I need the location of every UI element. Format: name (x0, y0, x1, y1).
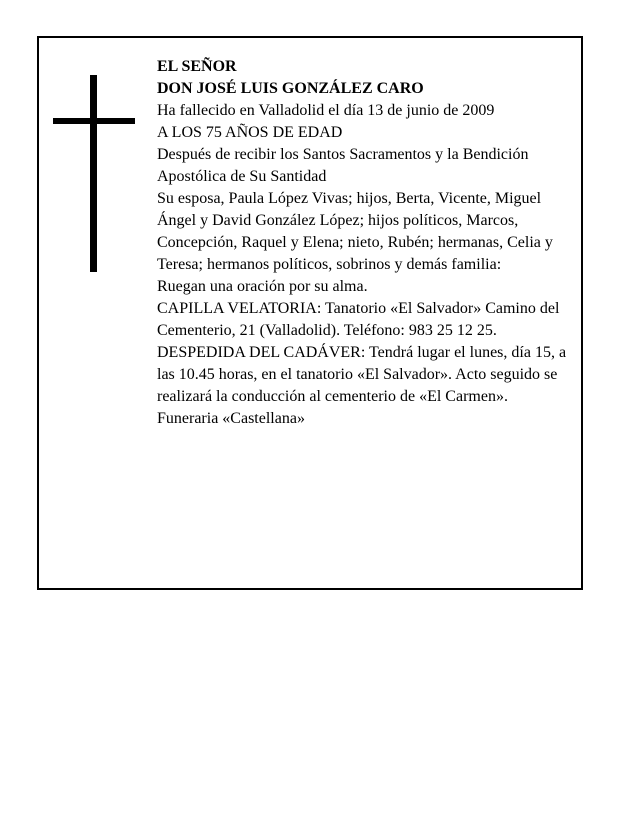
deceased-name: DON JOSÉ LUIS GONZÁLEZ CARO (157, 80, 424, 97)
funeral-home: Funeraria «Castellana» (157, 410, 305, 427)
cross-icon (53, 75, 135, 272)
family-statement: Su esposa, Paula López Vivas; hijos, Berta, Vicente, Miguel Ángel y David González López; hijos políticos, Marcos, Concepción, Raquel y Elena; nieto, Rubén; hermanas, Celia y Teresa; hermanos políticos, sobrinos y demás familia: (157, 190, 553, 273)
sacraments-statement: Después de recibir los Santos Sacramentos y la Bendición Apostólica de Su Santidad (157, 146, 529, 185)
age-statement: A LOS 75 AÑOS DE EDAD (157, 124, 343, 141)
death-statement: Ha fallecido en Valladolid el día 13 de junio de 2009 (157, 102, 495, 119)
prayer-statement: Ruegan una oración por su alma. (157, 278, 368, 295)
cross-vertical-bar (90, 75, 97, 272)
farewell-info: DESPEDIDA DEL CADÁVER: Tendrá lugar el lunes, día 15, a las 10.45 horas, en el tanatorio «El Salvador». Acto seguido se realizará la conducción al cementerio de «El Carmen». (157, 344, 567, 405)
chapel-info: CAPILLA VELATORIA: Tanatorio «El Salvador» Camino del Cementerio, 21 (Valladolid). Teléfono: 983 25 12 25. (157, 300, 560, 339)
obituary-notice (37, 36, 583, 590)
notice-title: EL SEÑOR (157, 58, 237, 75)
cross-horizontal-bar (53, 118, 135, 124)
obituary-text (157, 56, 577, 430)
